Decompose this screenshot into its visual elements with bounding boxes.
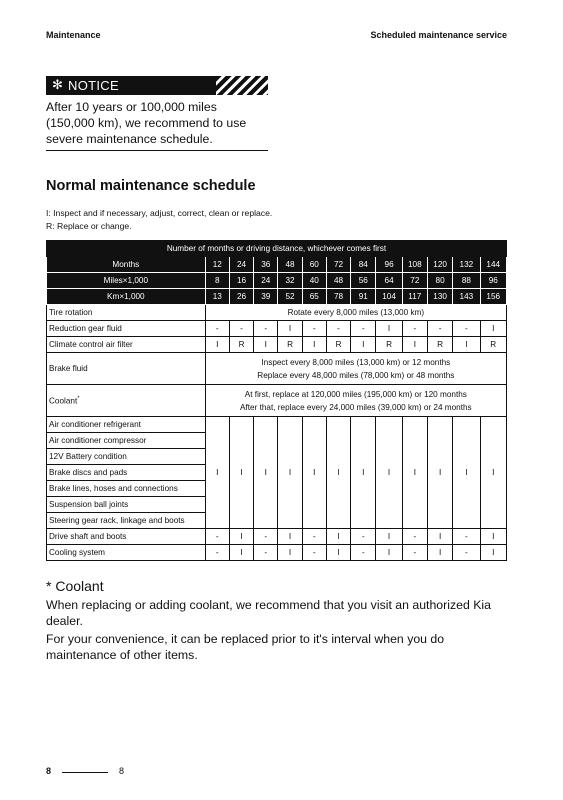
- drive-shaft-cell: -: [402, 529, 427, 545]
- group-item-label: Steering gear rack, linkage and boots: [47, 513, 206, 529]
- reduction-gear-cell: -: [326, 321, 350, 337]
- cooling-system-cell: I: [480, 545, 506, 561]
- climate-filter-cell: I: [453, 337, 480, 353]
- reduction-gear-cell: -: [351, 321, 376, 337]
- months-cell: 60: [302, 257, 326, 273]
- group-value-cell: I: [278, 417, 302, 529]
- table-header-row: [47, 241, 507, 257]
- climate-filter-cell: I: [254, 337, 278, 353]
- brake-fluid-value: [205, 353, 506, 385]
- legend-replace: R: Replace or change.: [46, 221, 132, 231]
- climate-filter-cell: R: [480, 337, 506, 353]
- group-value-cell: I: [326, 417, 350, 529]
- coolant-note-title: * Coolant: [46, 578, 104, 594]
- miles-cell: 48: [326, 273, 350, 289]
- reduction-gear-cell: -: [427, 321, 452, 337]
- months-cell: 108: [402, 257, 427, 273]
- drive-shaft-cell: -: [453, 529, 480, 545]
- months-cell: 48: [278, 257, 302, 273]
- months-cell: 144: [480, 257, 506, 273]
- miles-cell: 64: [376, 273, 402, 289]
- brake-fluid-line1: Inspect every 8,000 miles (13,000 km) or 12 months: [261, 357, 451, 367]
- miles-row: [47, 273, 507, 289]
- miles-label: Miles×1,000: [47, 273, 206, 289]
- miles-cell: 24: [254, 273, 278, 289]
- climate-filter-cell: R: [326, 337, 350, 353]
- notice-text: After 10 years or 100,000 miles (150,000 km), we recommend to use severe maintenance schedule.: [46, 100, 247, 146]
- months-row: [47, 257, 507, 273]
- months-cell: 12: [205, 257, 229, 273]
- table-row: [47, 353, 507, 385]
- months-cell: 84: [351, 257, 376, 273]
- brake-fluid-label: Brake fluid: [47, 353, 206, 385]
- notice-stripes: [216, 76, 268, 95]
- km-cell: 78: [326, 289, 350, 305]
- km-row: [47, 289, 507, 305]
- coolant-label-text: Coolant: [49, 396, 78, 406]
- tire-rotation-label: Tire rotation: [47, 305, 206, 321]
- maintenance-schedule-table: [46, 240, 507, 561]
- miles-cell: 40: [302, 273, 326, 289]
- cooling-system-cell: -: [254, 545, 278, 561]
- group-value-cell: I: [351, 417, 376, 529]
- notice-divider: [46, 150, 268, 151]
- months-cell: 132: [453, 257, 480, 273]
- coolant-line2: After that, replace every 24,000 miles (39,000 km) or 24 months: [240, 402, 472, 412]
- climate-filter-cell: R: [427, 337, 452, 353]
- group-value-cell: I: [453, 417, 480, 529]
- table-row: [47, 545, 507, 561]
- miles-cell: 16: [229, 273, 253, 289]
- table-row: [47, 417, 507, 433]
- cooling-system-cell: I: [326, 545, 350, 561]
- coolant-line1: At first, replace at 120,000 miles (195,000 km) or 120 months: [244, 389, 467, 399]
- tire-rotation-value: Rotate every 8,000 miles (13,000 km): [205, 305, 506, 321]
- km-label: Km×1,000: [47, 289, 206, 305]
- group-item-label: Brake lines, hoses and connections: [47, 481, 206, 497]
- table-row: [47, 385, 507, 417]
- cooling-system-cell: I: [376, 545, 402, 561]
- legend-inspect: I: Inspect and if necessary, adjust, correct, clean or replace.: [46, 208, 273, 218]
- months-cell: 24: [229, 257, 253, 273]
- km-cell: 52: [278, 289, 302, 305]
- cooling-system-cell: -: [351, 545, 376, 561]
- drive-shaft-cell: I: [427, 529, 452, 545]
- climate-filter-cell: I: [402, 337, 427, 353]
- drive-shaft-cell: I: [480, 529, 506, 545]
- coolant-note-p1: When replacing or adding coolant, we recommend that you visit an authorized Kia dealer.: [46, 598, 491, 628]
- table-row: [47, 321, 507, 337]
- cooling-system-cell: -: [205, 545, 229, 561]
- group-value-cell: I: [254, 417, 278, 529]
- table-row: [47, 337, 507, 353]
- coolant-asterisk: *: [77, 395, 80, 402]
- miles-cell: 72: [402, 273, 427, 289]
- climate-filter-cell: R: [278, 337, 302, 353]
- section-title: Normal maintenance schedule: [46, 178, 256, 194]
- km-cell: 26: [229, 289, 253, 305]
- group-item-label: Air conditioner refrigerant: [47, 417, 206, 433]
- reduction-gear-label: Reduction gear fluid: [47, 321, 206, 337]
- section-number: 8: [46, 766, 52, 776]
- climate-filter-label: Climate control air filter: [47, 337, 206, 353]
- cooling-system-cell: -: [302, 545, 326, 561]
- months-cell: 36: [254, 257, 278, 273]
- climate-filter-cell: I: [205, 337, 229, 353]
- table-row: [47, 305, 507, 321]
- miles-cell: 56: [351, 273, 376, 289]
- reduction-gear-cell: I: [480, 321, 506, 337]
- reduction-gear-cell: I: [376, 321, 402, 337]
- drive-shaft-cell: -: [302, 529, 326, 545]
- group-value-cell: I: [427, 417, 452, 529]
- drive-shaft-cell: -: [205, 529, 229, 545]
- km-cell: 104: [376, 289, 402, 305]
- climate-filter-cell: R: [229, 337, 253, 353]
- climate-filter-cell: R: [376, 337, 402, 353]
- table-row: [47, 529, 507, 545]
- months-cell: 72: [326, 257, 350, 273]
- reduction-gear-cell: -: [254, 321, 278, 337]
- notice-title: NOTICE: [68, 78, 119, 93]
- group-item-label: Brake discs and pads: [47, 465, 206, 481]
- km-cell: 156: [480, 289, 506, 305]
- group-item-label: Suspension ball joints: [47, 497, 206, 513]
- cooling-system-cell: I: [229, 545, 253, 561]
- coolant-value: [205, 385, 506, 417]
- km-cell: 39: [254, 289, 278, 305]
- drive-shaft-cell: -: [351, 529, 376, 545]
- coolant-note-p2: For your convenience, it can be replaced prior to it's interval when you do maintenance of other items.: [46, 632, 445, 662]
- reduction-gear-cell: -: [453, 321, 480, 337]
- reduction-gear-cell: -: [229, 321, 253, 337]
- miles-cell: 8: [205, 273, 229, 289]
- interval-header: Number of months or driving distance, whichever comes first: [47, 241, 507, 257]
- drive-shaft-cell: I: [326, 529, 350, 545]
- km-cell: 13: [205, 289, 229, 305]
- coolant-note-text: [46, 598, 516, 666]
- months-cell: 120: [427, 257, 452, 273]
- cooling-system-cell: I: [278, 545, 302, 561]
- group-item-label: 12V Battery condition: [47, 449, 206, 465]
- months-cell: 96: [376, 257, 402, 273]
- cooling-system-cell: -: [402, 545, 427, 561]
- drive-shaft-label: Drive shaft and boots: [47, 529, 206, 545]
- reduction-gear-cell: -: [402, 321, 427, 337]
- drive-shaft-cell: I: [229, 529, 253, 545]
- km-cell: 65: [302, 289, 326, 305]
- reduction-gear-cell: -: [302, 321, 326, 337]
- cooling-system-label: Cooling system: [47, 545, 206, 561]
- miles-cell: 96: [480, 273, 506, 289]
- cooling-system-cell: I: [427, 545, 452, 561]
- group-item-label: Air conditioner compressor: [47, 433, 206, 449]
- km-cell: 143: [453, 289, 480, 305]
- group-value-cell: I: [480, 417, 506, 529]
- group-value-cell: I: [402, 417, 427, 529]
- notice-banner: [46, 76, 268, 95]
- group-value-cell: I: [302, 417, 326, 529]
- miles-cell: 80: [427, 273, 452, 289]
- group-value-cell: I: [376, 417, 402, 529]
- km-cell: 91: [351, 289, 376, 305]
- miles-cell: 32: [278, 273, 302, 289]
- group-value-cell: I: [229, 417, 253, 529]
- reduction-gear-cell: I: [278, 321, 302, 337]
- km-cell: 130: [427, 289, 452, 305]
- page-number: 8: [119, 766, 125, 776]
- running-header-right: Scheduled maintenance service: [370, 30, 507, 40]
- group-value-cell: I: [205, 417, 229, 529]
- asterisk-icon: ✻: [52, 77, 63, 92]
- brake-fluid-line2: Replace every 48,000 miles (78,000 km) or 48 months: [257, 370, 455, 380]
- months-label: Months: [47, 257, 206, 273]
- running-header-left: Maintenance: [46, 30, 101, 40]
- drive-shaft-cell: -: [254, 529, 278, 545]
- km-cell: 117: [402, 289, 427, 305]
- drive-shaft-cell: I: [278, 529, 302, 545]
- coolant-label: [47, 385, 206, 417]
- climate-filter-cell: I: [302, 337, 326, 353]
- footer-rule: [62, 772, 108, 773]
- reduction-gear-cell: -: [205, 321, 229, 337]
- miles-cell: 88: [453, 273, 480, 289]
- climate-filter-cell: I: [351, 337, 376, 353]
- cooling-system-cell: -: [453, 545, 480, 561]
- drive-shaft-cell: I: [376, 529, 402, 545]
- legend: [46, 207, 272, 233]
